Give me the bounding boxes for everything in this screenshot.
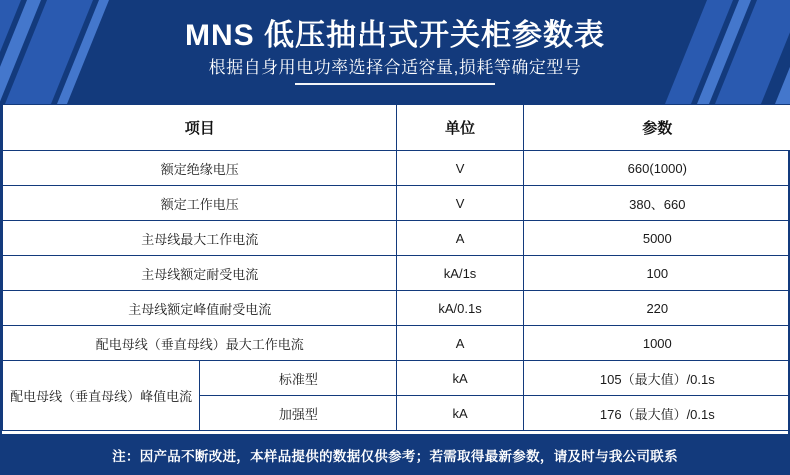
cell-unit: kA/1s [397,256,523,291]
table-row [3,221,790,256]
page-subtitle-group [209,58,582,85]
cell-item: 主母线额定耐受电流 [3,256,397,291]
cell-unit: V [397,151,523,186]
cell-param: 100 [523,256,790,291]
cell-param: 5000 [523,221,790,256]
cell-item: 额定绝缘电压 [3,151,397,186]
cell-param: 380、660 [523,186,790,221]
cell-subtype: 加强型 [200,396,397,431]
table-row [3,186,790,221]
cell-unit: kA [397,361,523,396]
spec-table-container [0,104,790,434]
page-title: MNS 低压抽出式开关柜参数表 [185,18,605,52]
page-subtitle: 根据自身用电功率选择合适容量,损耗等确定型号 [208,57,582,77]
footer-note-bar [0,434,790,475]
column-header-unit: 单位 [397,105,523,151]
spec-table-body [3,151,790,431]
cell-param: 220 [523,291,790,326]
cell-unit: kA [397,396,523,431]
footer-note-text: 注：因产品不断改进，本样品提供的数据仅供参考；若需取得最新参数，请及时与我公司联系 [112,448,678,464]
page-header [0,0,790,104]
table-row [3,291,790,326]
cell-param: 660(1000) [523,151,790,186]
table-row-grouped [3,361,790,396]
column-header-param: 参数 [523,105,790,151]
table-row [3,256,790,291]
table-row [3,326,790,361]
column-header-item: 项目 [3,105,397,151]
cell-item: 配电母线（垂直母线）最大工作电流 [3,326,397,361]
cell-param: 1000 [523,326,790,361]
table-header-row [3,105,790,151]
cell-param: 176（最大值）/0.1s [523,396,790,431]
subtitle-divider [295,83,495,85]
cell-item: 主母线最大工作电流 [3,221,397,256]
cell-unit: A [397,221,523,256]
cell-unit: A [397,326,523,361]
spec-table [2,104,790,431]
cell-item: 额定工作电压 [3,186,397,221]
cell-unit: kA/0.1s [397,291,523,326]
spec-table-head [3,105,790,151]
cell-item-grouped: 配电母线（垂直母线）峰值电流 [3,361,200,431]
header-content [0,0,790,104]
cell-unit: V [397,186,523,221]
cell-subtype: 标准型 [200,361,397,396]
cell-param: 105（最大值）/0.1s [523,361,790,396]
table-row [3,151,790,186]
cell-item: 主母线额定峰值耐受电流 [3,291,397,326]
